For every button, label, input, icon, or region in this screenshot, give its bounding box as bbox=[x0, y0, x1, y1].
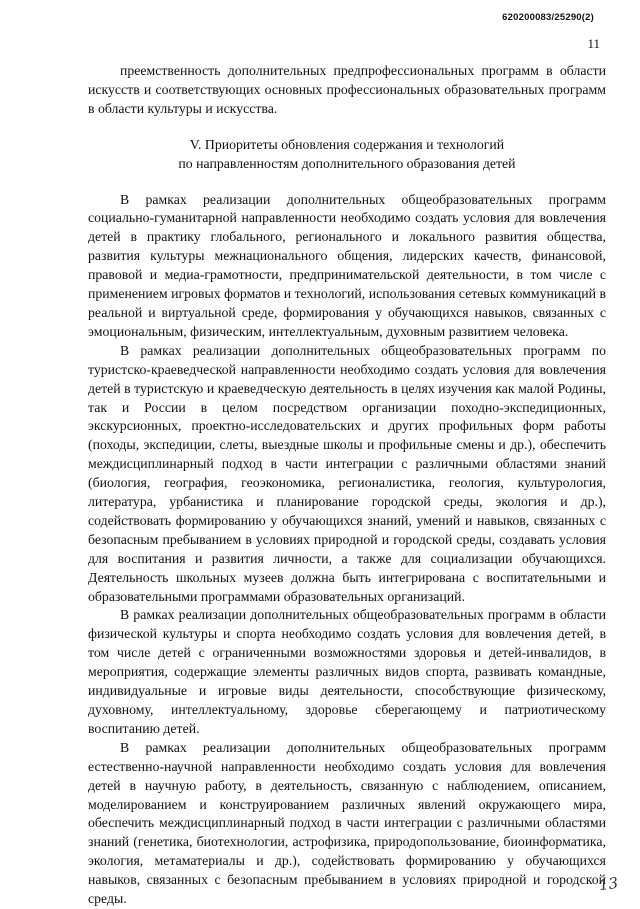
paragraph-tourism-local-history: В рамках реализации дополнительных общеобразовательных программ по туристско-краеведческой направленности необходимо создать условия для вовлечения детей в туристскую и краеведческую деятельность в целях изучения как малой Родины, так и России в целом посредством организации походно-экспедиционных, экскурсионных, проектно-исследовательских и других профильных форм работы (походы, экспедиции, слеты, выездные школы и профильные смены и др.), обеспечить междисциплинарный подход в части интеграции с различными областями знаний (биология, география, геоэкономика, регионалистика, геология, культурология, литература, урбанистика и планирование городской среды, экология и др.), содействовать формированию у обучающихся знаний, умений и навыков, связанных с безопасным пребыванием в условиях природной и городской среды, создавать условия для воспитания и развития личности, а также для социализации обучающихся. Деятельность школьных музеев должна быть интегрирована с воспитательными и образовательными программами образовательных организаций. bbox=[88, 342, 606, 604]
paragraph-physical-culture-sport: В рамках реализации дополнительных общеобразовательных программ в области физической культуры и спорта необходимо создать условия для вовлечения детей, в том числе детей с ограниченными возможностями здоровья и детей-инвалидов, в мероприятия, содержащие элементы различных видов спорта, развивать командные, индивидуальные и игровые виды деятельности, способствующие физическому, духовному, интеллектуальному, здоровье сберегающему и патриотическому воспитанию детей. bbox=[88, 607, 606, 736]
section-title-line-2: по направленностям дополнительного образования детей bbox=[178, 155, 516, 171]
handwritten-page-mark: 13 bbox=[597, 873, 620, 895]
document-id: 620200083/25290(2) bbox=[502, 12, 594, 23]
document-body bbox=[88, 62, 606, 909]
page-number: 11 bbox=[587, 36, 600, 51]
section-title-line-1: V. Приоритеты обновления содержания и технологий bbox=[189, 136, 505, 152]
paragraph-social-humanitarian: В рамках реализации дополнительных общеобразовательных программ социально-гуманитарной направленности необходимо создать условия для вовлечения детей в практику глобального, регионального и локального развития общества, развития культуры межнационального общения, лидерских качеств, финансовой, правовой и медиа-грамотности, предпринимательской деятельности, в том числе с применением игровых форматов и технологий, использования сетевых коммуникаций в реальной и виртуальной среде, формирования у обучающихся навыков, связанных с эмоциональным, физическим, интеллектуальным, духовным развитием человека. bbox=[88, 191, 606, 339]
paragraph-natural-science: В рамках реализации дополнительных общеобразовательных программ естественно-научной направленности необходимо создать условия для вовлечения детей в научную работу, в деятельность, связанную с наблюдением, описанием, моделированием и конструированием различных явлений окружающего мира, обеспечить междисциплинарный подход в части интеграции с различными областями знаний (генетика, биотехнологии, астрофизика, природопользование, биоинформатика, экология, метаматериалы и др.), содействовать формированию у обучающихся навыков, связанных с безопасным пребыванием в условиях природной и городской среды. bbox=[88, 739, 606, 907]
intro-paragraph: преемственность дополнительных предпрофессиональных программ в области искусств и соответствующих основных профессиональных образовательных программ в области культуры и искусства. bbox=[88, 63, 606, 116]
section-title bbox=[88, 136, 606, 174]
